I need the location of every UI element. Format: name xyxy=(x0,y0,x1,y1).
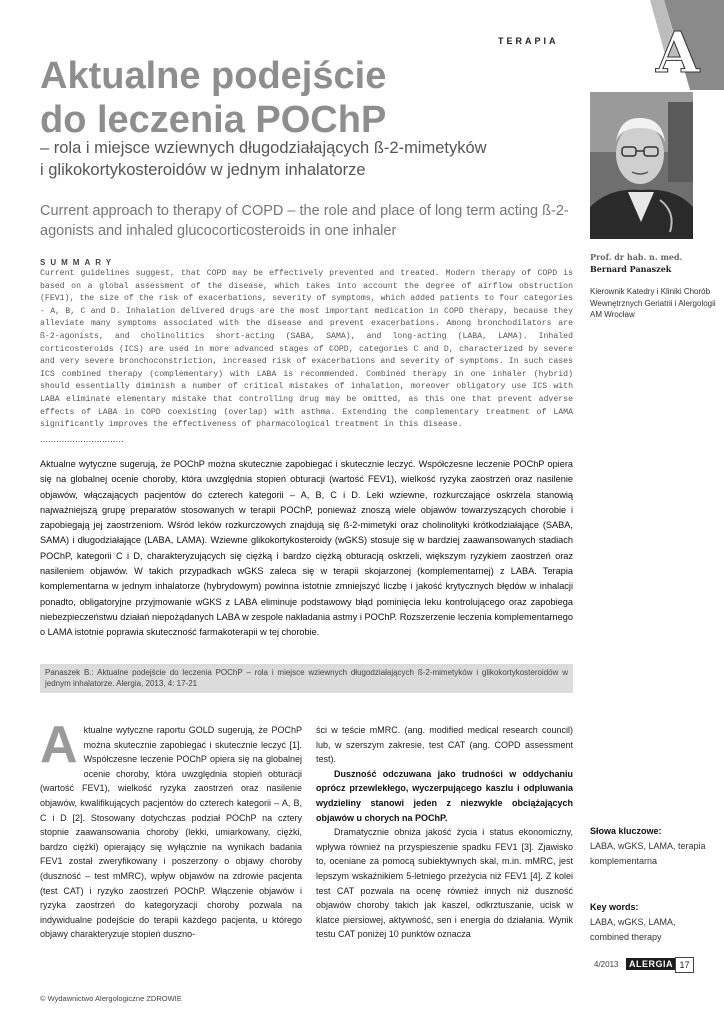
author-photo xyxy=(590,92,693,239)
title-line-1: Aktualne podejście xyxy=(40,55,387,97)
author-name: Bernard Panaszek xyxy=(590,264,672,274)
summary-heading: SUMMARY xyxy=(40,258,117,267)
copyright: © Wydawnictwo Alergologiczne ZDROWIE xyxy=(40,994,182,1003)
separator-dots: ............................... xyxy=(40,434,124,444)
page-number: 17 xyxy=(675,957,694,973)
keywords-pl-text: LABA, wGKS, LAMA, terapia komplementarna xyxy=(590,841,706,866)
svg-text:A: A xyxy=(656,20,700,86)
subtitle-english: Current approach to therapy of COPD – the role and place of long term acting ß-2-agonists and inhaled glucocorticosteroids in one inhaler xyxy=(40,203,569,239)
section-label: TERAPIA xyxy=(498,36,559,46)
subtitle-polish xyxy=(40,137,580,181)
body-right-paragraph-2: Duszność odczuwana jako trudności w oddychaniu oprócz przewlekłego, wyczerpującego kaszlu i odpluwania wydzieliny stanowi jeden z niezwykle obciążających objawów u chorych na POChP. xyxy=(316,768,573,823)
journal-corner-logo xyxy=(650,0,724,90)
keywords-en-heading: Key words: xyxy=(590,902,639,912)
title-line-2: do leczenia POChP xyxy=(40,99,387,141)
subtitle-pl-line-1: – rola i miejsce wziewnych długodziałających ß-2-mimetyków xyxy=(40,139,487,157)
subtitle-pl-line-2: i glikokortykosteroidów w jednym inhalatorze xyxy=(40,161,366,179)
article-title xyxy=(40,54,580,142)
keywords-en-text: LABA, wGKS, LAMA, combined therapy xyxy=(590,917,676,942)
citation-box xyxy=(40,664,573,693)
body-right-paragraph-1: ści w teście mMRC. (ang. modified medical research council) lub, w szerszym zakresie, test CAT (ang. COPD assessment test). xyxy=(316,725,573,765)
author-affiliation: Kierownik Katedry i Kliniki Chorób Wewnętrznych Geriatrii i Alergologii AM Wrocław xyxy=(590,287,716,319)
drop-cap: A xyxy=(40,716,78,774)
author-name-block xyxy=(590,251,720,275)
body-column-right xyxy=(316,723,573,942)
body-left-text: ktualne wytyczne raportu GOLD sugerują, że POChP można skutecznie zapobiegać i skutecznie leczyć [1]. Współczesne leczenie POChP opiera się na globalnej ocenie choroby, która uwzględnia stopień obturacji (wartość FEV1), wielkość ryzyka zaostrzeń oraz nasilenie objawów, kwalifikujących pacjentów do czterech kategorii – A, B, C i D [2]. Stosowany dotychczas podział POChP na cztery stopnie zaawansowania choroby (lekki, umiarkowany, ciężki, bardzo ciężki) opierający się wyłącznie na wynikach badania FEV1 został zweryfikowany i poszerzony o objawy choroby (duszność – test mMRC), wpływ objawów na zdrowie pacjenta (test CAT) i ryzyko zaostrzeń POChP. Włączenie objawów i ryzyka zaostrzeń do kategoryzacji choroby pozwala na indywidualne podejście do terapii każdego pacjenta, u którego objawy charakteryzuje stopień duszno- xyxy=(40,725,302,940)
body-right-paragraph-3: Dramatycznie obniża jakość życia i status ekonomiczny, wpływa również na przyspieszenie spadku FEV1 [3]. Zjawisko to, oceniane za pomocą subiektywnych skal, m.in. mMRC, jest lepszym wskaźnikiem 5-letniego przeżycia niż FEV1 [4]. Z kolei test CAT pozwala na ocenę również innych niż duszność objawów choroby takich jak kaszel, odkrztuszanie, ucisk w klatce piersiowej, aktywność, sen i energia do działania. Wynik testu CAT poniżej 10 punktów oznacza xyxy=(316,827,573,940)
keywords-pl-heading: Słowa kluczowe: xyxy=(590,826,662,836)
journal-name: ALERGIA xyxy=(626,958,676,970)
citation-text: Panaszek B.: Aktualne podejście do leczenia POChP – rola i miejsce wziewnych długodziałających ß-2-mimetyków i glikokortykosteroidów w jednym inhalatorze. Alergia, 2013, 4: 17-21 xyxy=(45,668,568,688)
summary-text: Current guidelines suggest, that COPD may be effectively prevented and treated. Modern therapy of COPD is based on a global assessment of the disease, which takes into account the degree of airflow obstruction (FEV1), the size of the risk of exacerbations, severity of symptoms, which added patients to four categories - A, B, C and D. Inhalation delivered drugs are the most important medication in COPD therapy, because they alleviate many symptoms associated with the disease and prevent exacerbations. Among bronchodilators are ß-2-agonists, and cholinolitics short-acting (SABA, SAMA), and long-acting (LABA, LAMA). Inhaled corticosteroids (ICS) are used in more advanced stages of COPD, categories C and D, characterized by severe and very severe bronchoconstriction, increased risk of exacerbations and severity of symptoms. In such cases ICS combined therapy (complementary) with LABA is recommended. Combined therapy in one inhaler (hybrid) should essentially diminish a number of critical mistakes of inhalation, moreover obligatory use ICS with LABA eliminate elementary mistake that controlling drug may be omitted, as this one that prevent adverse effects of LABA in COPD coexisting (overlap) with asthma. Extending the complementary treatment of LAMA significantly improves the effectiveness of pharmacological treatment in this disease. xyxy=(40,269,573,430)
issue-number: 4/2013 xyxy=(594,960,619,969)
body-column-left xyxy=(40,716,302,942)
author-degree: Prof. dr hab. n. med. xyxy=(590,252,683,262)
abstract-polish: Aktualne wytyczne sugerują, że POChP można skutecznie zapobiegać i skutecznie leczyć. Współczesne leczenie POChP opiera się na globalnej ocenie choroby, która uwzględnia stopień obturacji (wartość FEV1), wielkość ryzyka zaostrzeń oraz nasilenie objawów, włączających pacjentów do czterech kategorii – A, B, C i D. Leki wziewne, rozkurczające oskrzela stanowią najważniejszą grupę preparatów stosowanych w terapii POChP, ponieważ znoszą wiele objawów towarzyszących chorobie i zapobiegają jej zaostrzeniom. Wśród leków rozkurczowych znajdują się ß-2-mimetyki oraz cholinolityki krótkodziałające (SABA, SAMA) i długodziałające (LABA, LAMA). Wziewne glikokortykosteroidy (wGKS) stosuje się w bardziej zaawansowanych stadiach POChP, kategorii C i D, charakteryzujących się ciężką i bardzo ciężką obturacją oskrzeli, większym ryzykiem zaostrzeń oraz nasileniem objawów. W takich przypadkach wGKS zaleca się w terapii skojarzonej (komplementarnej) z LABA. Terapia komplementarna w jednym inhalatorze (hybrydowym) powinna istotnie zmniejszyć liczbę i jakość krytycznych błędów w inhalacji ponadto, obligatoryjne przyjmowanie wGKS z LABA eliminuje podstawowy błąd pominięcia leku kontrolującego oraz zapobiega niebezpieczeństwu działań niepożądanych LABA w zespole nakładania astmy i POChP. Rozszerzenie leczenia komplementarnego o LAMA istotnie poprawia skuteczność farmakoterapii w tej chorobie. xyxy=(40,459,573,638)
